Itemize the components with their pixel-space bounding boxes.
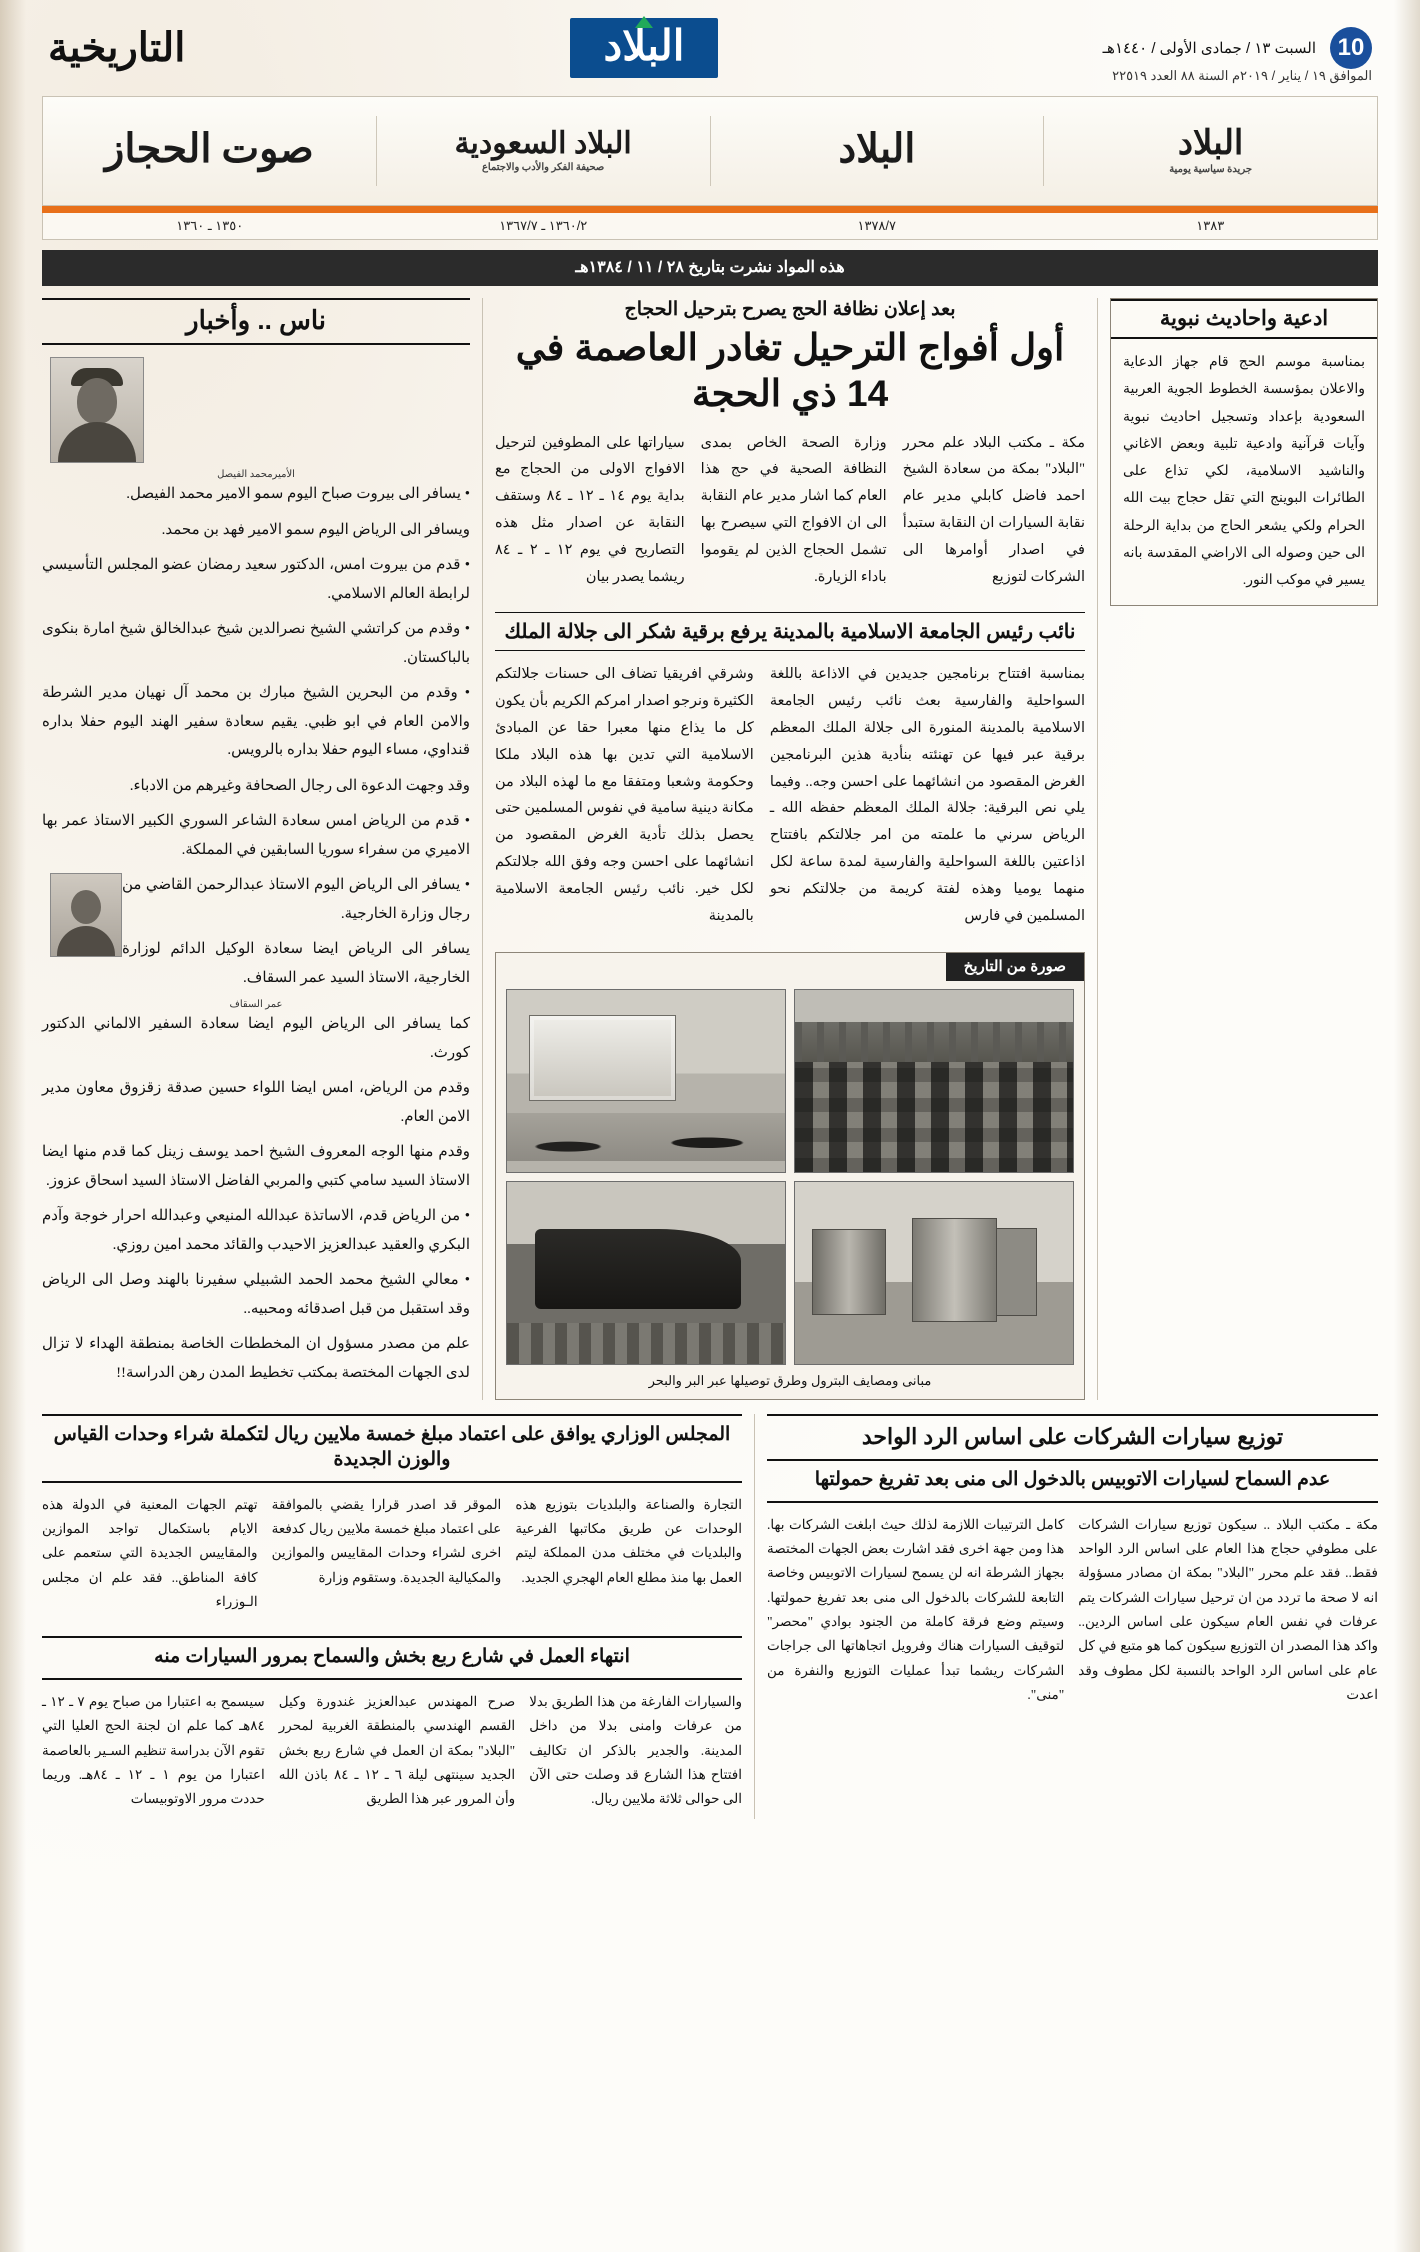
divider [482,298,483,1400]
list-item: • يسافر الى بيروت صباح اليوم سمو الامير محمد الفيصل. [126,486,470,502]
photo-block-tab: صورة من التاريخ [946,953,1084,981]
historic-logos-strip [42,96,1378,206]
avatar-secondary-caption: عمر السقاف [229,999,283,1010]
historic-logo-title: صوت الحجاز [105,126,314,171]
historic-logo-1 [377,129,710,173]
main-story-col-0: مكة ـ مكتب البلاد علم محرر "البلاد" بمكة من سعادة الشيخ احمد فاضل كابلي مدير عام نقابة السيارات ان النقابة ستبدأ في اصدار أوامرها الى الشركات لتوزيع [902,434,1085,585]
divider [1097,298,1098,1400]
main-headline: أول أفواج الترحيل تغادر العاصمة في 14 ذي الحجة [515,327,1065,415]
masthead-date: السبت ١٣ / جمادى الأولى / ١٤٤٠هـ [1102,40,1316,57]
divider [754,1414,755,1820]
bottom-right-story [42,1414,742,1820]
bottom-sub-col-1: صرح المهندس عبدالعزيز غندورة وكيل القسم الهندسي بالمنطقة الغربية لمحرر "البلاد" بمكة ان العمل في شارع ربع بخش الجديد سينتهى ليلة ٦ ـ ١٢ ـ ٨٤ باذن الله وأن المرور عبر هذا الطريق [278,1693,516,1807]
bottom-left-col-0: مكة ـ مكتب البلاد .. سيكون توزيع سيارات الشركات على مطوفي حجاج هذا العام على اساس الرد الواحد فقط.. فقد علم محرر "البلاد" بمكة ان مصادر مسؤولة انه لا صحة ما تردد من ان ترحيل سيارات الشركات يتم عرفات في نفس العام سيكون على اساس الردين.. واكد هذا المصدر ان التوزيع سيكون كما هو متبع في كل عام على اساس الرد الواحد بالنسبة لكل مطوف وقد اعدت [1078,1516,1378,1702]
bottom-left-head-2: عدم السماح لسيارات الاتوبيس بالدخول الى منى بعد تفريغ حمولتها [767,1461,1378,1503]
face-shape [77,378,117,424]
bottom-left-head-1: توزيع سيارات الشركات على اساس الرد الواحد [767,1414,1378,1462]
list-item: يسافر الى الرياض ايضا سعادة الوكيل الدائم لوزارة الخارجية، الاستاذ السيد عمر السقاف. [122,941,470,986]
page-edge-left [0,0,26,2252]
notice-band: هذه المواد نشرت بتاريخ ٢٨ / ١١ / ١٣٨٤هـ [42,250,1378,286]
year-0: ١٣٥٠ ـ ١٣٦٠ [176,218,244,233]
historic-logo-sub: جريدة سياسية يومية [1169,164,1253,175]
photo-oil-tanks [794,1181,1074,1365]
list-item: • من الرياض قدم، الاساتذة عبدالله المنيعي وعبدالله احرار خوجة وآدم البكري والعقيد عبدالعزيز الاحيدب والقائد محمد امين روزي. [42,1208,470,1253]
avatar-caption: الأميرمحمد الفيصل [217,469,295,480]
main-story-col-1: وزارة الصحة الخاص بمدى النظافة الصحية في حج هذا العام كما اشار مدير عام النقابة الى ان الافواج التي سيصرح بها تشمل الحجاج الذين لم يقوموا باداء الزيارة. [700,434,887,585]
historic-logo-3 [1044,127,1377,175]
leaf-icon [635,16,653,28]
photo-block-caption: مبانى ومصايف البترول وطرق توصيلها عبر البر والبحر [648,1372,932,1388]
list-item: وقدم منها الوجه المعروف الشيخ احمد يوسف زينل كما قدم منها ايضا الاستاذ السيد سامي كتبي والمربي الفاضل الاستاذ السيد اسحاق عزوز. [42,1144,470,1189]
avatar-secondary [50,873,122,957]
year-3: ١٣٨٣ [1196,218,1225,233]
list-item: • وقدم من البحرين الشيخ مبارك بن محمد آل نهيان مدير الشرطة والامن العام في ابو ظبي. يقيم سعادة سفير الهند اليوم حفلا بداره قنداوي، مساء اليوم حفلا بداره بالرويس. [42,685,470,758]
list-item: • قدم من الرياض امس سعادة الشاعر السوري الكبير الاستاذ عمر بها الاميري من سفراء سوريا السابقين في المملكة. [42,813,470,858]
face-shape [71,890,101,924]
brand-logo [570,18,719,78]
news-column [42,298,470,1400]
page-number: 10 [1330,27,1372,69]
photo-building-cars [506,989,786,1173]
shoulders-shape [58,422,136,462]
divider [1043,116,1044,186]
brand-logo-text: البلاد [603,21,685,69]
second-story-col-0: بمناسبة افتتاح برنامجين جديدين في الاذاعة باللغة السواحلية والفارسية بعث نائب رئيس الجامعة الاسلامية بالمدينة المنورة الى جلالة الملك المعظم برقية عبر فيها عن تهنئته بنأدية هذين البرنامجين الغرض المقصود من انشائهما على احسن وجه.. وفيما يلي نص البرقية: جلالة الملك المعظم حفظه الله ـ الرياض سرني ما علمته من امر جلالتكم بافتتاح اذاعتين باللغة السواحلية والفارسية لمدة ساعة لكل منهما يوميا وهذه لفتة كريمة من جلالتكم نحو المسلمين في فارس [769,666,1085,924]
bottom-sub-body [42,1690,742,1819]
list-item: ويسافر الى الرياض اليوم سمو الامير فهد بن محمد. [161,521,470,538]
main-story-col-2: سياراتها على المطوفين لترحيل الافواج الاولى من الحجاج مع بداية يوم ١٤ ـ ١٢ ـ ٨٤ وستقف النقابة عن اصدار مثل هذه التصاريح في يوم ١٢ ـ ٢ ـ ٨٤ ريشما يصدر بيان [494,434,685,585]
bottom-sub-col-0: والسيارات الفارغة من هذا الطريق بدلا من عرفات وامنى بدلا من داخل المدينة. والجدير بالذكر ان تكاليف افتتاح هذا الشارع قد وصلت حتى الآن الى حوالى ثلاثة ملايين ريال. [529,1693,742,1807]
list-item: علم من مصدر مسؤول ان المخططات الخاصة بمنطقة الهداء لا تزال لدى الجهات المختصة بمكتب تخطيط المدن رهن الدراسة!! [42,1336,470,1381]
religious-box [1110,298,1378,606]
religious-box-head: ادعية واحاديث نبوية [1111,299,1377,339]
bottom-left-body [767,1513,1378,1715]
bottom-sub-col-2: سيسمح به اعتبارا من صباح يوم ٧ ـ ١٢ ـ ٨٤هـ كما علم ان لجنة الحج العليا التي تقوم الآن بدراسة تنظيم السـير بالعاصمة اعتبارا من يوم ١ ـ ١٢ ـ ٨٤هـ. وريما حددت مرور الاوتوبيسات [42,1693,265,1807]
bottom-right-head: المجلس الوزاري يوافق على اعتماد مبلغ خمسة ملايين ريال لتكملة شراء وحدات القياس والوزن الجديدة [42,1414,742,1483]
second-story-head: نائب رئيس الجامعة الاسلامية بالمدينة يرفع برقية شكر الى جلالة الملك [495,612,1085,651]
news-column-head: ناس .. وأخبار [42,298,470,345]
list-item: كما يسافر الى الرياض اليوم ايضا سعادة السفير الالماني الدكتور كورث. [42,1016,470,1061]
main-story-body [495,430,1085,599]
historic-logo-0 [43,126,376,173]
divider [710,116,711,186]
orange-divider [42,206,1378,213]
shoulders-shape [57,926,115,956]
bottom-sub-head: انتهاء العمل في شارع ربع بخش والسماح بمرور السيارات منه [42,1636,742,1680]
masthead-date-group [1103,27,1372,69]
photo-trucks-yard [794,989,1074,1173]
avatar [50,357,144,463]
story-kicker: بعد إعلان نظافة الحج يصرح بترحيل الحجاج [624,299,956,320]
issue-line: الموافق ١٩ / يناير / ٢٠١٩م السنة ٨٨ العدد ٢٢٥١٩ [1112,68,1372,83]
bottom-right-col-0: التجارة والصناعة والبلديات بتوزيع هذه الوحدات عن طريق مكاتبها الفرعية والبلديات في مختلف مدن المملكة ليتم العمل بها منذ مطلع العام الهجري الجديد. [515,1496,742,1585]
list-item: • وقدم من كراتشي الشيخ نصرالدين شيخ عبدالخالق شيخ امارة بنكوى بالباكستان. [42,621,470,666]
bottom-right-body [42,1493,742,1622]
list-item: • يسافر الى الرياض اليوم الاستاذ عبدالرحمن القاضي من رجال وزارة الخارجية. [122,877,470,922]
photo-ship-pier [506,1181,786,1365]
left-column [1110,298,1378,1400]
list-item: وقدم من الرياض، امس ايضا اللواء حسين صدقة زقزوق معاون مدير الامن العام. [42,1080,470,1125]
bottom-left-col-1: كامل الترتيبات اللازمة لذلك حيث ابلغت الشركات بها. هذا ومن جهة اخرى فقد اشارت بعض الجهات المختصة بجهاز الشرطة انه لن يسمح لسيارات الاتوبيس وخاصة التابعة للشركات بالدخول الى منى بعد تفريغ حمولتها. وسيتم وضع فرقة كاملة من الجنود بوادي "محصر" لتوقيف السيارات هناك وفرويل اتجاهاتها الى جراجات الشركات ريشما تبدأ عمليات التوزيع والنفرة من "منى". [767,1516,1065,1702]
photo-grid [506,989,1074,1365]
divider [376,116,377,186]
list-item: • قدم من بيروت امس، الدكتور سعيد رمضان عضو المجلس التأسيسي لرابطة العالم الاسلامي. [42,557,470,602]
historic-logo-2 [711,126,1044,173]
historic-years-row [42,213,1378,240]
second-story-col-1: وشرقي افريقيا تضاف الى حسنات جلالتكم الكثيرة ونرجو اصدار امركم الكريم بأن يكون كل ما يذاع منها معبرا حقا عن المبادئ الاسلامية التي تدين بها هذه البلاد ملكا وحكومة وشعبا ومتفقا مع ما لهذه البلاد من مكانة دينية سامية في نفوس المسلمين حتى يحصل بذلك تأدية الغرض المقصود من انشائهما على احسن وجه وفق الله جلالتكم لكل خير. نائب رئيس الجامعة الاسلامية بالمدينة [495,666,754,924]
bottom-section [42,1414,1378,1820]
list-item: وقد وجهت الدعوة الى رجال الصحافة وغيرهم من الادباء. [129,777,470,794]
bottom-right-col-1: الموقر قد اصدر قرارا يقضي بالموافقة على اعتماد مبلغ خمسة ملايين ريال كدفعة اخرى لشراء وحدات المقاييس والموازين والمكيالية الجديدة. وستقوم وزارة [271,1496,502,1585]
historic-logo-title: البلاد [838,126,916,171]
middle-column [495,298,1085,1400]
page-edge-right [1394,0,1420,2252]
religious-box-body: بمناسبة موسم الحج قام جهاز الدعاية والاعلان بمؤسسة الخطوط الجوية العربية السعودية بإعداد وتسجيل احاديث نبوية وآيات قرآنية وادعية تلبية وبعض الاغاني والناشيد الاسلامية، لكي تذاع على الطائرات البوينج التي تقل حجاج بيت الله الحرام ولكي يشعر الحاج من بداية الرحلة الى حين وصوله الى الاراضي المقدسة بانه يسير في موكب النور. [1123,355,1365,589]
second-story-body [495,661,1085,937]
main-content [42,298,1378,1400]
historic-logo-sub: صحيفة الفكر والأدب والاجتماع [481,162,605,173]
masthead [0,0,1420,96]
historic-logo-title: البلاد السعودية [454,127,632,160]
year-1: ١٣٦٠/٢ ـ ١٣٦٧/٧ [499,218,588,233]
historic-logo-title: البلاد [1177,125,1244,162]
list-item: • معالي الشيخ محمد الحمد الشبيلي سفيرنا بالهند وصل الى الرياض وقد استقبل من قبل اصدقائه ومحبيه.. [42,1272,470,1317]
bottom-left-story [767,1414,1378,1820]
bottom-right-col-2: تهتم الجهات المعنية في الدولة هذه الايام باستكمال تواجد الموازين والمقاييس الجديدة التي ستعمم على كافة المناطق.. فقد علم ان مجلس الـوزراء [42,1496,258,1609]
history-photo-block [495,952,1085,1400]
section-title: التاريخية [48,26,186,70]
year-2: ١٣٧٨/٧ [857,218,897,233]
